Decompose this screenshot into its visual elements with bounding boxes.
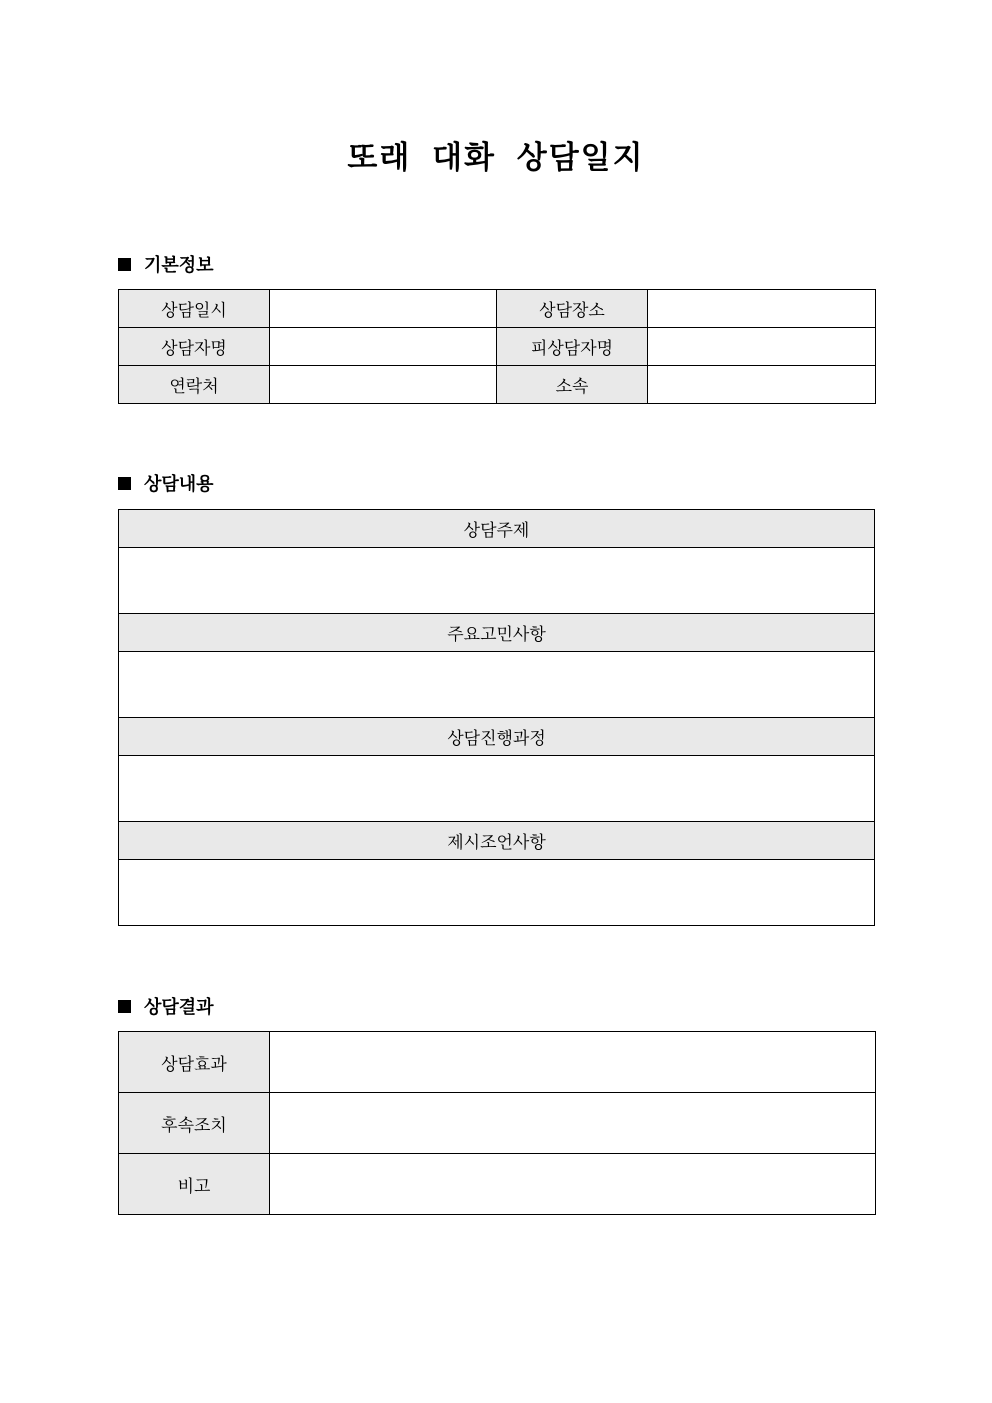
counseling-content-heading-text: 상담내용 — [144, 474, 214, 495]
counseling-result-heading-text: 상담결과 — [144, 997, 214, 1018]
label-cell: 상담장소 — [497, 290, 648, 328]
label-cell: 상담효과 — [119, 1032, 270, 1093]
table-row — [119, 510, 875, 548]
main-concerns-field[interactable] — [119, 652, 875, 718]
counselor-name-field[interactable] — [270, 328, 497, 366]
counseling-content-heading — [118, 471, 214, 495]
square-bullet-icon — [118, 258, 131, 271]
label-cell: 상담일시 — [119, 290, 270, 328]
label-cell: 제시조언사항 — [119, 822, 875, 860]
table-row — [119, 548, 875, 614]
topic-field[interactable] — [119, 548, 875, 614]
table-row — [119, 1032, 876, 1093]
label-cell: 피상담자명 — [497, 328, 648, 366]
basic-info-heading — [118, 252, 214, 276]
counseling-content-table — [118, 509, 875, 926]
label-cell: 비고 — [119, 1154, 270, 1215]
advice-field[interactable] — [119, 860, 875, 926]
table-row — [119, 652, 875, 718]
square-bullet-icon — [118, 1000, 131, 1013]
square-bullet-icon — [118, 477, 131, 490]
label-cell: 상담자명 — [119, 328, 270, 366]
contact-field[interactable] — [270, 366, 497, 404]
basic-info-heading-text: 기본정보 — [144, 255, 214, 276]
effect-field[interactable] — [270, 1032, 876, 1093]
counseling-result-heading — [118, 994, 214, 1018]
label-cell: 소속 — [497, 366, 648, 404]
label-cell: 후속조치 — [119, 1093, 270, 1154]
table-row — [119, 756, 875, 822]
follow-up-field[interactable] — [270, 1093, 876, 1154]
table-row — [119, 860, 875, 926]
basic-info-table — [118, 289, 876, 404]
counseling-datetime-field[interactable] — [270, 290, 497, 328]
label-cell: 연락처 — [119, 366, 270, 404]
progress-field[interactable] — [119, 756, 875, 822]
document-title: 또래 대화 상담일지 — [347, 140, 645, 176]
counseling-result-table — [118, 1031, 876, 1215]
table-row — [119, 1154, 876, 1215]
label-cell: 상담진행과정 — [119, 718, 875, 756]
table-row — [119, 290, 876, 328]
table-row — [119, 614, 875, 652]
table-row — [119, 328, 876, 366]
label-cell: 주요고민사항 — [119, 614, 875, 652]
label-cell: 상담주제 — [119, 510, 875, 548]
table-row — [119, 366, 876, 404]
affiliation-field[interactable] — [648, 366, 876, 404]
counseling-location-field[interactable] — [648, 290, 876, 328]
remarks-field[interactable] — [270, 1154, 876, 1215]
table-row — [119, 718, 875, 756]
table-row — [119, 1093, 876, 1154]
table-row — [119, 822, 875, 860]
counselee-name-field[interactable] — [648, 328, 876, 366]
